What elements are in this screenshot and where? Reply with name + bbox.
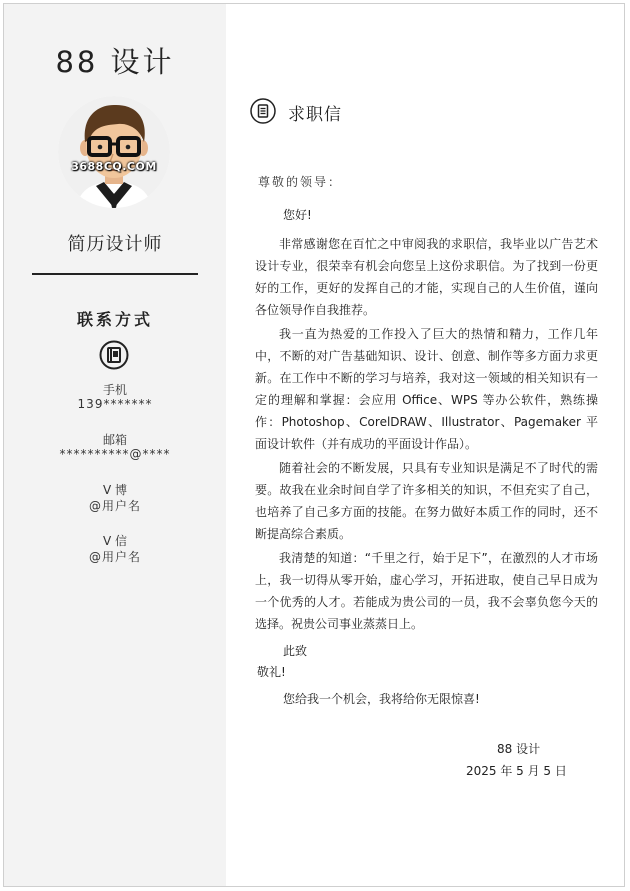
letter-date: 2025 年 5 月 5 日 (466, 764, 567, 778)
contact-wechat-label: V 信 (102, 534, 128, 548)
letter-title: 求职信 (288, 105, 342, 125)
letter-paragraph-1: 非常感谢您在百忙之中审阅我的求职信，我毕业以广告艺术设计专业，很荣幸有机会向您呈上这份求职信。为了找到一份更好的工作，更好的发挥自己的才能，实现自己的人生价值，谨向各位领导作自我推荐。 (255, 237, 598, 317)
contact-wechat-value: @用户名 (88, 550, 141, 564)
letter-signature: 88 设计 (497, 742, 541, 756)
sidebar (4, 4, 226, 886)
contact-phone-label: 手机 (102, 383, 127, 397)
resume-name: 88 设计 (55, 45, 175, 79)
letter-closing-1: 此致 (283, 644, 308, 658)
avatar (58, 96, 170, 208)
sidebar-divider (32, 273, 198, 275)
letter-salutation: 尊敬的领导： (258, 175, 343, 189)
avatar-watermark: 3688CQ.COM (71, 160, 157, 173)
letter-paragraph-2: 我一直为热爱的工作投入了巨大的热情和精力，工作几年中，不断的对广告基础知识、设计、创意、制作等多方面力求更新。在工作中不断的学习与培养，我对这一领域的相关知识有一定的理解和掌握：会应用 Office、WPS 等办公软件，熟练操作：Photoshop、CorelDRAW、Illustrator、Pagemaker 平面设计软件（并有成功的平面设计作品）。 (255, 327, 598, 451)
job-role: 简历设计师 (67, 234, 163, 255)
contact-weibo-label: V 博 (102, 483, 128, 497)
contact-section-title: 联系方式 (76, 310, 153, 329)
contact-phone-value: 139******* (77, 397, 153, 411)
contact-book-icon (99, 340, 129, 370)
letter-paragraph-4: 我清楚的知道：“千里之行，始于足下”，在激烈的人才市场上，我一切得从零开始，虚心学习，开拓进取，使自己早日成为一个优秀的人才。若能成为贵公司的一员，我不会辜负您今天的选择。祝贵公司事业蒸蒸日上。 (255, 551, 598, 631)
letter-paragraph-3: 随着社会的不断发展，只具有专业知识是满足不了时代的需要。故我在业余时间自学了许多相关的知识，不但充实了自己，也培养了自己多方面的技能。在努力做好本质工作的同时，还不断提高综合素质。 (255, 461, 598, 541)
letter-greeting: 您好! (283, 208, 312, 222)
letter-final-line: 您给我一个机会，我将给你无限惊喜! (283, 692, 480, 706)
avatar-illustration (58, 96, 170, 208)
contact-email-value: **********@**** (59, 447, 171, 461)
contact-email-label: 邮箱 (102, 433, 127, 447)
letter-closing-2: 敬礼! (257, 665, 286, 679)
contact-weibo-value: @用户名 (88, 499, 141, 513)
document-icon (250, 98, 276, 124)
